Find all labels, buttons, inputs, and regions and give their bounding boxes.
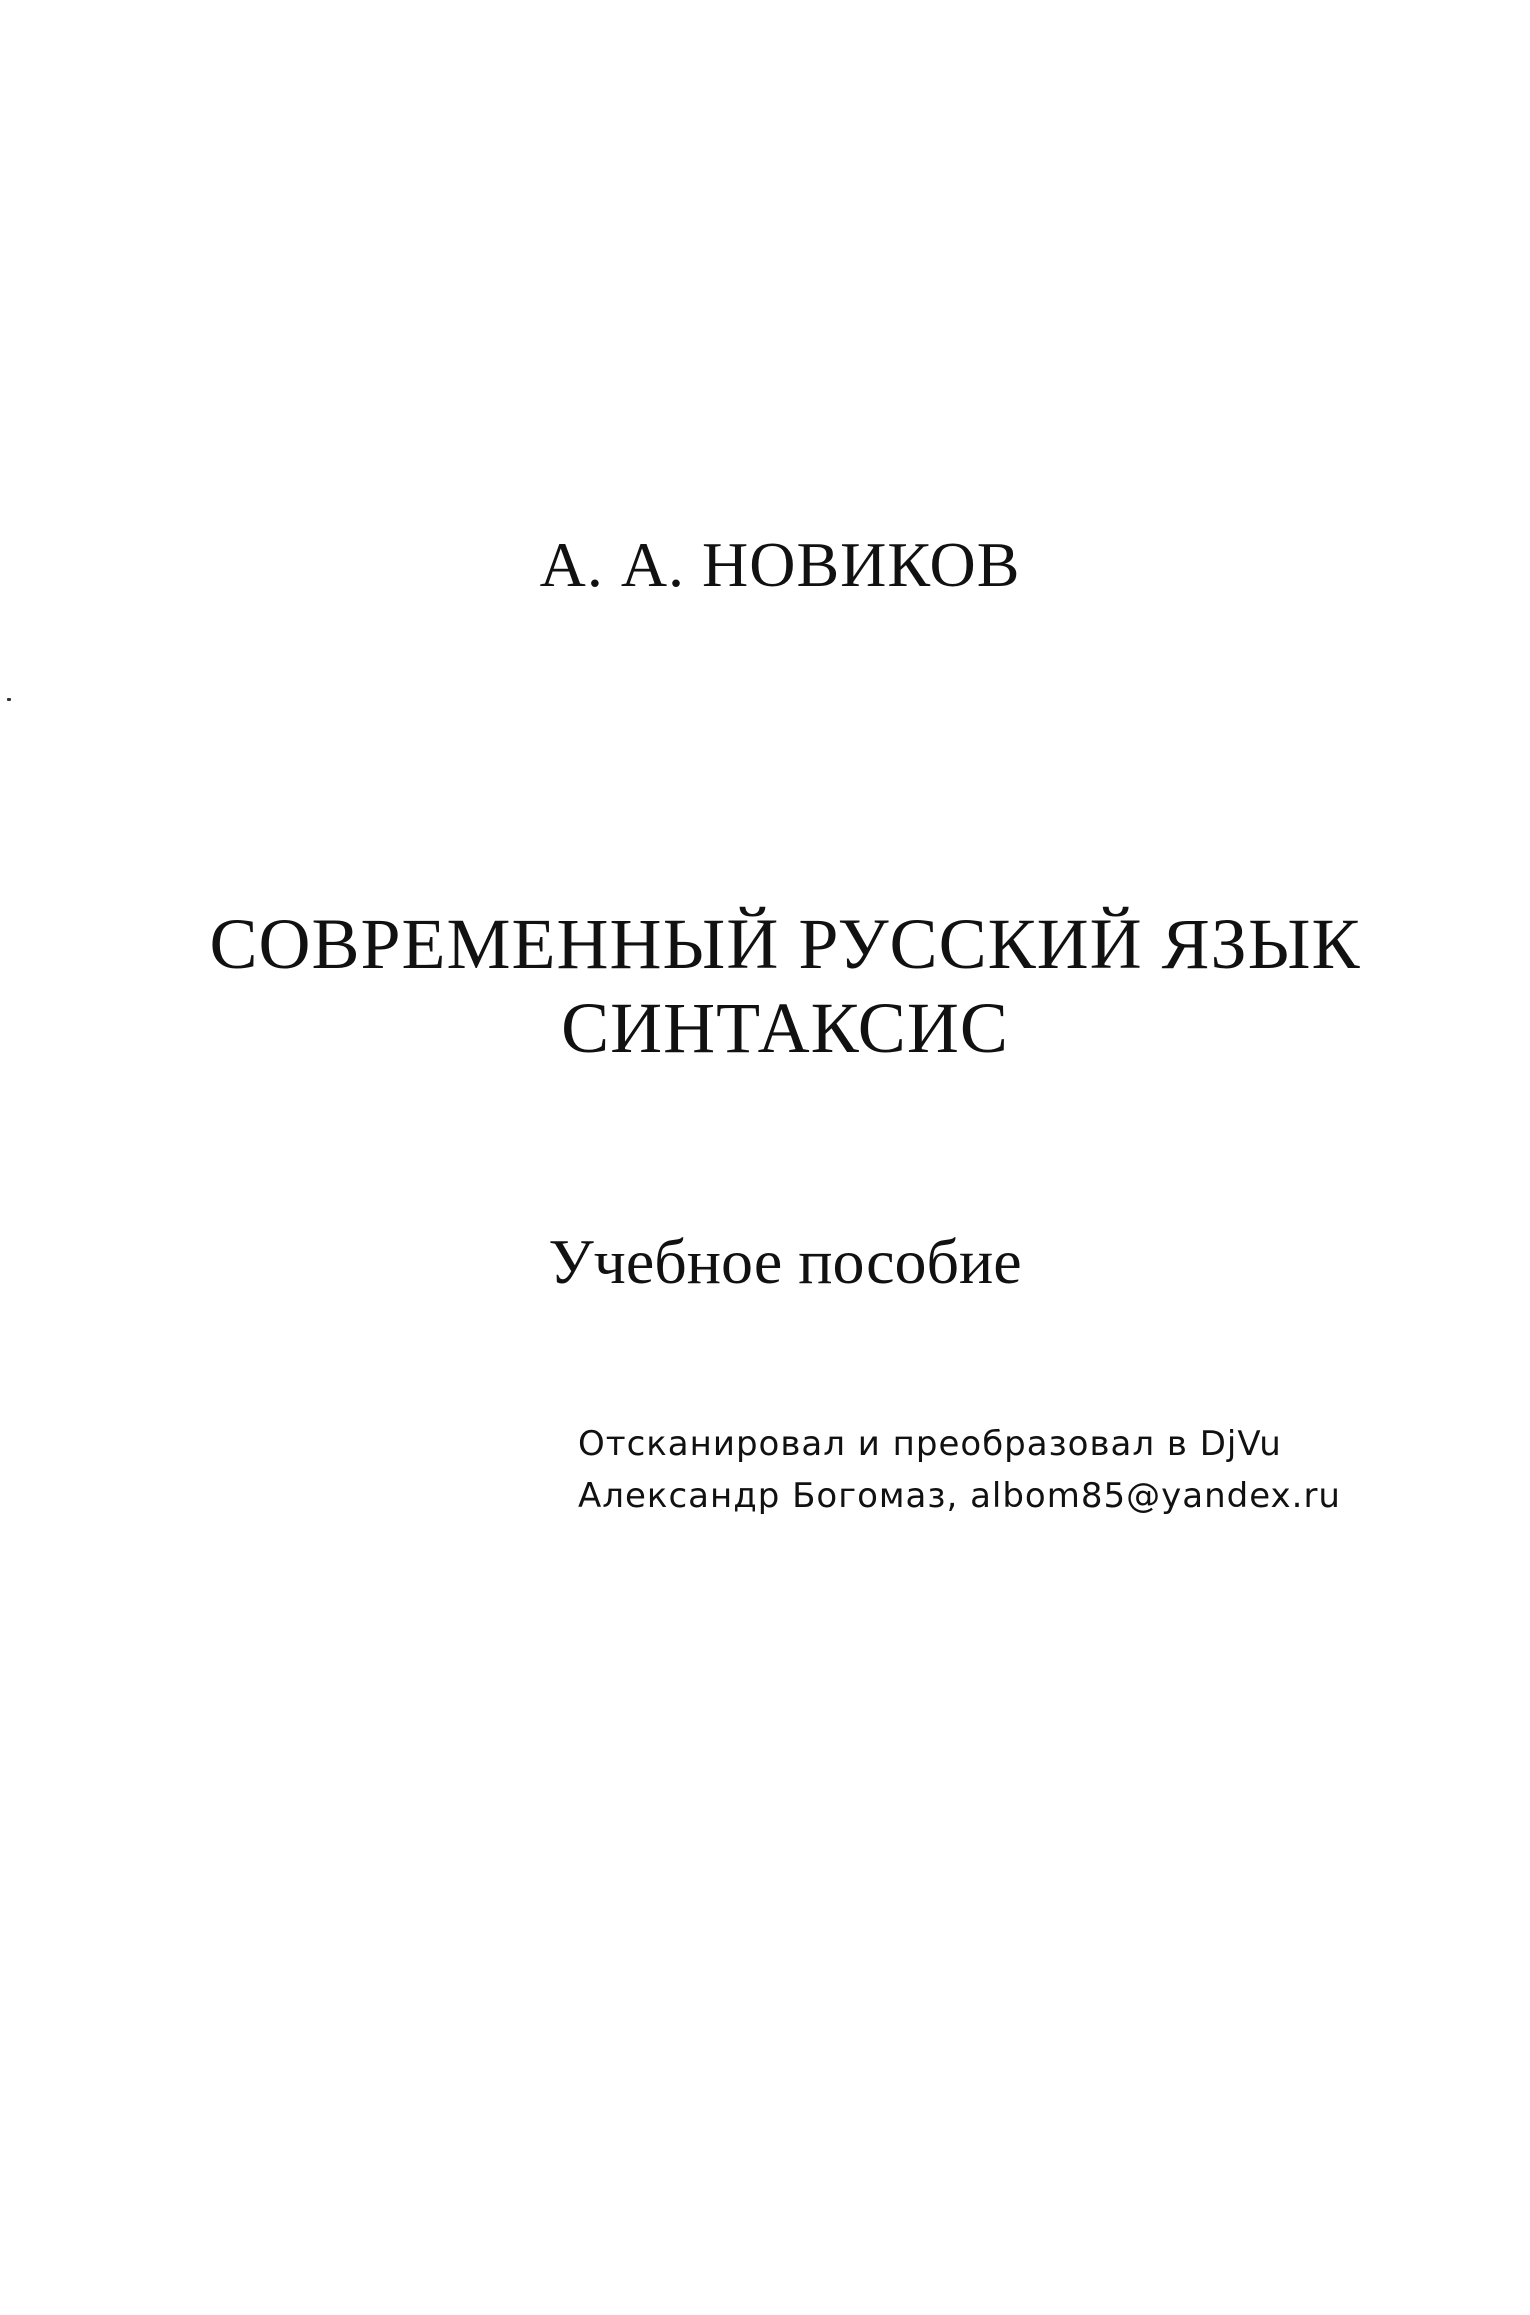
book-title-line-2: СИНТАКСИС (561, 988, 1009, 1068)
scan-credit-line-2: Александр Богомаз, albom85@yandex.ru (578, 1476, 1341, 1516)
book-subtitle: Учебное пособие (548, 1226, 1022, 1297)
scan-speck (7, 698, 11, 701)
scan-credit-line-1: Отсканировал и преобразовал в DjVu (578, 1424, 1282, 1464)
book-title (0, 902, 1530, 1070)
book-title-line-1: СОВРЕМЕННЫЙ РУССКИЙ ЯЗЫК (209, 904, 1361, 984)
author-name: А. А. НОВИКОВ (539, 529, 1021, 600)
scan-credit (578, 1418, 1341, 1522)
